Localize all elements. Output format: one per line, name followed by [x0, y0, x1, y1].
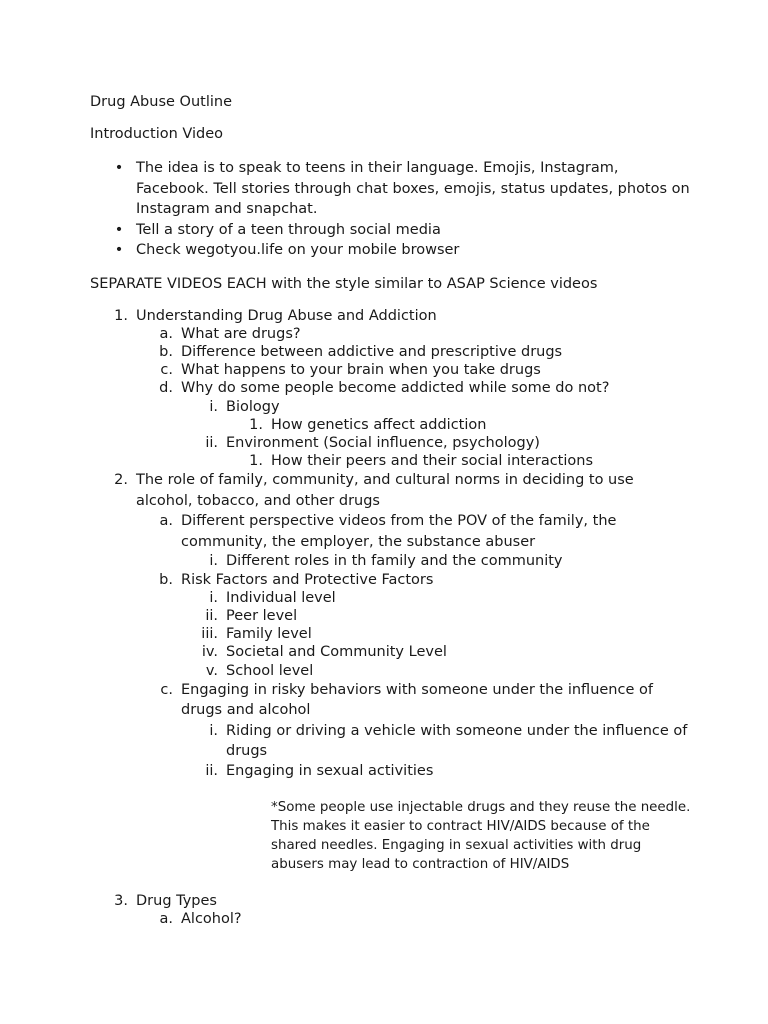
outline-marker: d.	[159, 380, 173, 397]
outline-item	[90, 762, 690, 780]
outline-text: Alcohol?	[181, 911, 242, 928]
outline-text: How their peers and their social interactions	[271, 453, 594, 470]
outline-text: Engaging in risky behaviors with someone under the influence of drugs and alcohol	[181, 681, 653, 719]
outline-marker: 1.	[249, 416, 263, 433]
outline-text: Societal and Community Level	[226, 644, 447, 661]
outline-marker: 3.	[114, 892, 128, 909]
outline-text: Peer level	[226, 607, 298, 624]
outline-item	[90, 452, 690, 470]
outline-marker: 2.	[114, 472, 128, 489]
intro-heading: Introduction Video	[90, 126, 224, 142]
bullet-text: Check wegotyou.life on your mobile browser	[136, 241, 460, 258]
outline-text: Family level	[226, 626, 312, 643]
outline-text: Risk Factors and Protective Factors	[181, 571, 434, 588]
outline-marker: a.	[159, 911, 173, 928]
outline-item	[90, 680, 690, 721]
outline-item	[90, 307, 690, 325]
list-item	[90, 220, 690, 240]
outline-item	[90, 379, 690, 397]
bullet-text: Tell a story of a teen through social media	[136, 221, 441, 238]
outline-item	[90, 343, 690, 361]
hiv-aids-note: *Some people use injectable drugs and they reuse the needle. This makes it easier to contract HIV/AIDS because of the shared needles. Engaging in sexual activities with drug abusers may lead to contraction of HIV/AIDS	[271, 799, 691, 872]
outline-text: Understanding Drug Abuse and Addiction	[136, 307, 437, 324]
outline-item	[90, 910, 690, 928]
outline-text: Engaging in sexual activities	[226, 762, 434, 779]
outline-marker: b.	[159, 343, 173, 360]
outline-marker: c.	[160, 681, 173, 698]
outline-text: The role of family, community, and cultural norms in deciding to use alcohol, tobacco, and other drugs	[136, 472, 634, 509]
outline-item	[90, 662, 690, 680]
bullet-icon: •	[114, 221, 124, 238]
outline-text: Different perspective videos from the POV of the family, the community, the employer, the substance abuser	[181, 513, 617, 550]
outline-text: Drug Types	[136, 892, 217, 909]
outline-text: Biology	[226, 398, 280, 415]
outline-item	[90, 643, 690, 661]
outline-text: Environment (Social influence, psychology)	[226, 434, 540, 451]
outline-item	[90, 416, 690, 434]
outline-text: Different roles in th family and the community	[226, 553, 563, 570]
outline	[90, 307, 690, 929]
outline-item	[90, 625, 690, 643]
outline-marker: i.	[209, 398, 218, 415]
outline-marker: ii.	[205, 434, 218, 451]
outline-item	[90, 511, 690, 552]
outline-text: What are drugs?	[181, 325, 301, 342]
outline-text: Individual level	[226, 589, 336, 606]
outline-item	[90, 721, 690, 762]
outline-marker: ii.	[205, 762, 218, 779]
outline-marker: ii.	[205, 607, 218, 624]
bullet-icon: •	[114, 241, 124, 258]
outline-text: Difference between addictive and prescriptive drugs	[181, 343, 563, 360]
outline-item	[90, 398, 690, 416]
outline-item	[90, 589, 690, 607]
outline-item	[90, 571, 690, 589]
outline-marker: b.	[159, 571, 173, 588]
intro-bullet-list	[90, 158, 690, 260]
bullet-text: The idea is to speak to teens in their language. Emojis, Instagram, Facebook. Tell stories through chat boxes, emojis, status updates, photos on Instagram and snapchat.	[136, 160, 690, 217]
outline-item	[90, 434, 690, 452]
outline-text: How genetics affect addiction	[271, 416, 487, 433]
document-title: Drug Abuse Outline	[90, 94, 232, 110]
outline-item	[90, 325, 690, 343]
outline-marker: 1.	[249, 453, 263, 470]
outline-item	[90, 552, 690, 570]
outline-marker: iv.	[201, 644, 218, 661]
bullet-icon: •	[114, 160, 124, 176]
outline-text: School level	[226, 662, 314, 679]
outline-marker: i.	[209, 722, 218, 739]
list-item	[90, 158, 690, 220]
outline-item	[90, 892, 690, 910]
outline-marker: i.	[209, 553, 218, 570]
outline-marker: i.	[209, 589, 218, 606]
outline-item	[90, 361, 690, 379]
outline-item	[90, 607, 690, 625]
outline-text: Why do some people become addicted while some do not?	[181, 380, 610, 397]
outline-marker: 1.	[114, 307, 128, 324]
list-item	[90, 240, 690, 260]
outline-text: Riding or driving a vehicle with someone under the influence of drugs	[226, 722, 688, 760]
outline-item	[90, 470, 690, 511]
outline-text: What happens to your brain when you take drugs	[181, 362, 541, 379]
document-page	[90, 92, 690, 928]
separate-videos-line: SEPARATE VIDEOS EACH with the style similar to ASAP Science videos	[90, 275, 598, 292]
outline-marker: c.	[160, 362, 173, 379]
outline-marker: v.	[205, 662, 218, 679]
outline-marker: a.	[159, 325, 173, 342]
outline-marker: iii.	[201, 626, 218, 643]
outline-marker: a.	[159, 513, 173, 530]
